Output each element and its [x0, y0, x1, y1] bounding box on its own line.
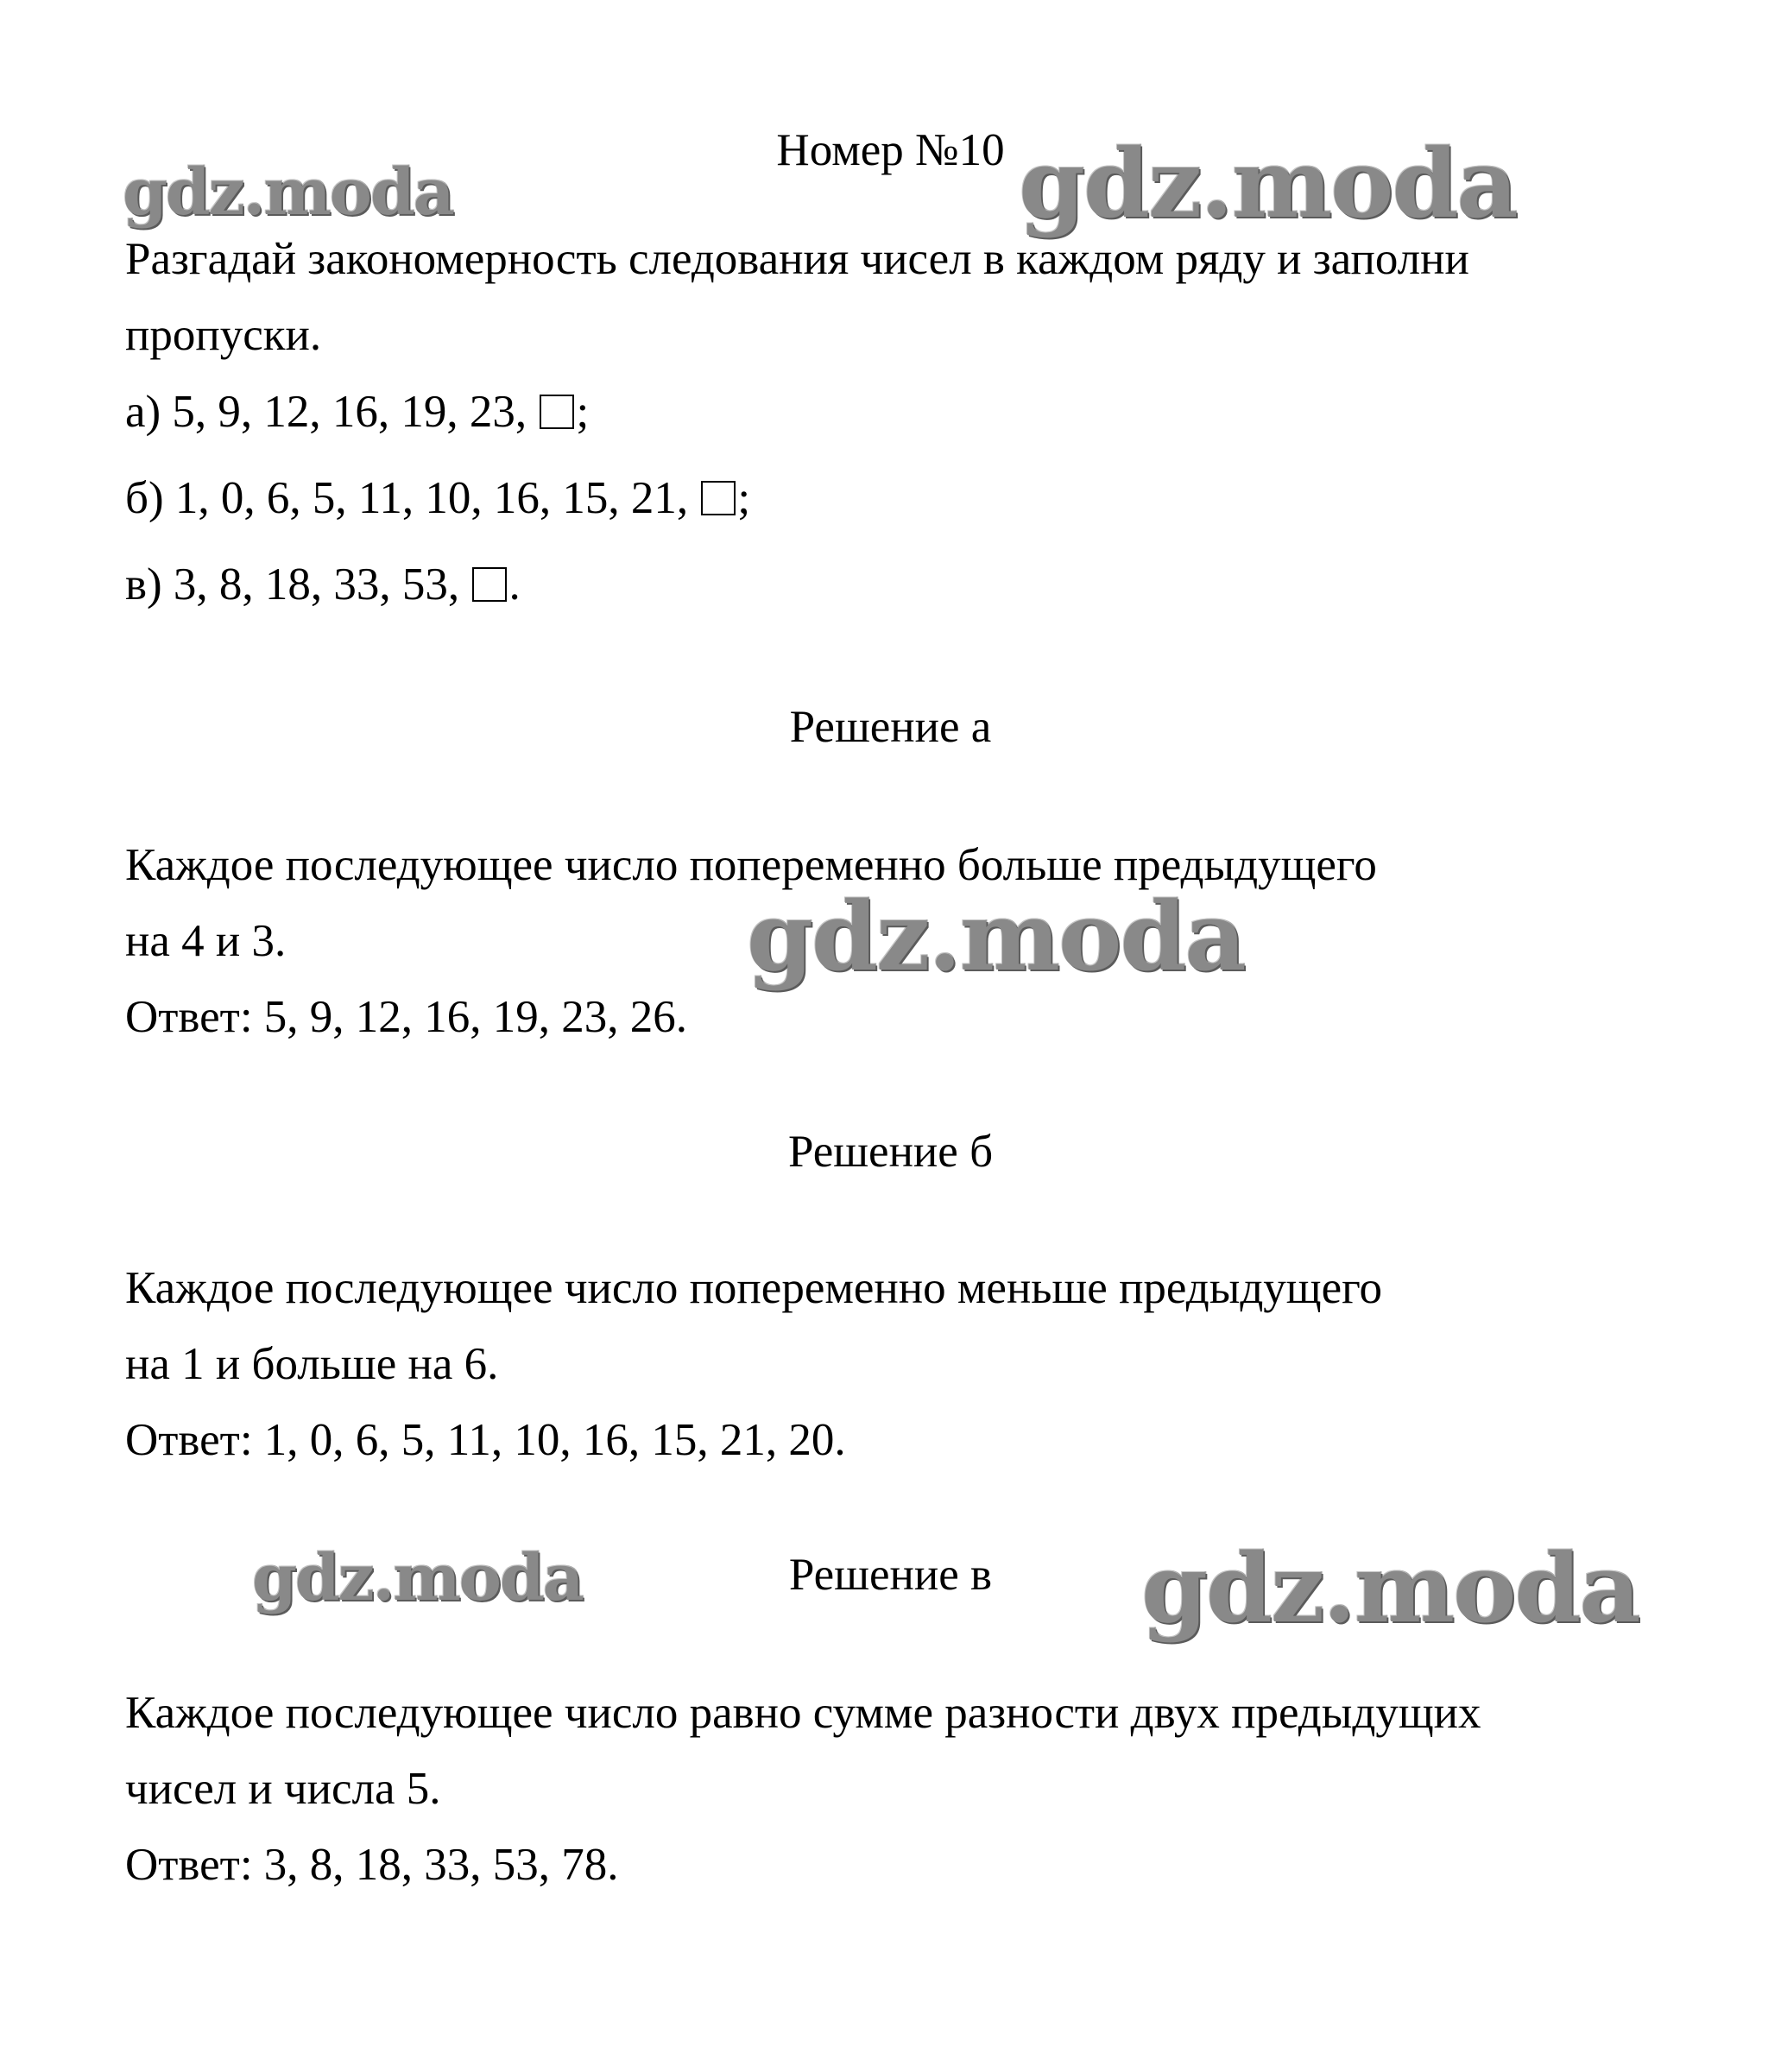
blank-box-icon	[472, 567, 507, 602]
solution-b-answer: Ответ: 1, 0, 6, 5, 11, 10, 16, 15, 21, 20.	[125, 1415, 846, 1465]
task-item-a-end: ;	[576, 387, 590, 437]
solution-c-line-1: Каждое последующее число равно сумме разности двух предыдущих	[125, 1688, 1481, 1738]
page-title: Номер №10	[776, 125, 1005, 175]
watermark-logo: gdz.moda	[1141, 1532, 1639, 1644]
solution-c-title: Решение в	[788, 1550, 993, 1600]
task-item-b	[125, 471, 750, 526]
blank-box-icon	[540, 395, 574, 429]
task-item-c	[125, 557, 521, 612]
solution-a-answer: Ответ: 5, 9, 12, 16, 19, 23, 26.	[125, 992, 688, 1042]
task-item-a	[125, 384, 589, 439]
watermark-logo: gdz.moda	[1019, 128, 1517, 239]
task-text-line-2: пропуски.	[125, 310, 322, 360]
solution-a-title: Решение а	[789, 702, 992, 752]
watermark-logo: gdz.moda	[747, 881, 1245, 992]
task-item-a-numbers: а) 5, 9, 12, 16, 19, 23,	[125, 387, 539, 437]
solution-c-line-2: чисел и числа 5.	[125, 1764, 441, 1814]
task-text-line-1: Разгадай закономерность следования чисел в каждом ряду и заполни	[125, 234, 1469, 284]
solution-b-line-2: на 1 и больше на 6.	[125, 1339, 499, 1389]
solution-a-line-1: Каждое последующее число попеременно больше предыдущего	[125, 840, 1377, 890]
solution-b-line-1: Каждое последующее число попеременно меньше предыдущего	[125, 1263, 1383, 1313]
watermark-logo: gdz.moda	[123, 155, 453, 230]
solution-c-answer: Ответ: 3, 8, 18, 33, 53, 78.	[125, 1840, 619, 1890]
solution-a-line-2: на 4 и 3.	[125, 916, 287, 966]
blank-box-icon	[701, 481, 736, 515]
task-item-b-numbers: б) 1, 0, 6, 5, 11, 10, 16, 15, 21,	[125, 473, 700, 523]
task-item-c-numbers: в) 3, 8, 18, 33, 53,	[125, 559, 471, 610]
solution-b-title: Решение б	[787, 1127, 994, 1177]
task-item-b-end: ;	[737, 473, 751, 523]
task-item-c-end: .	[508, 559, 521, 610]
watermark-logo: gdz.moda	[252, 1541, 583, 1615]
